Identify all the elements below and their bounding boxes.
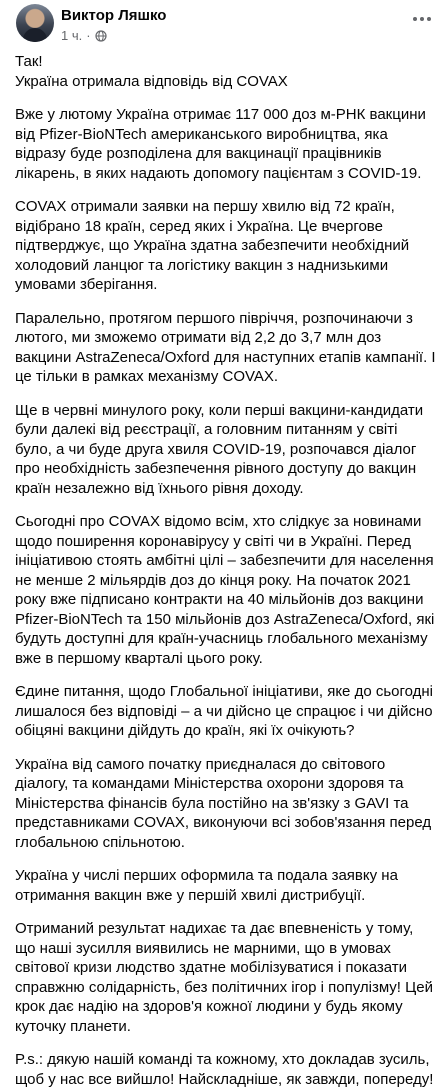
post-paragraph: COVAX отримали заявки на першу хвилю від 72 країн, відібрано 18 країн, серед яких і Україна. Це вчергове підтверджує, що Україна здатна забезпечити необхідний холодовий ланцюг та логістику вакцин з наднизькими умовами зберігання. (15, 198, 410, 293)
post-time[interactable]: 1 ч. (61, 28, 83, 43)
post-paragraph: P.s.: дякую нашій команді та кожному, хто докладав зусиль, щоб у нас все вийшло! Найскладніше, як завжди, попереду! (15, 1051, 434, 1088)
post-paragraph: Вже у лютому Україна отримає 117 000 доз м-РНК вакцини від Pfizer-BioNTech американського виробництва, яка відразу буде розподілена для вакцинації працівників лікарень, в яких надають допомогу пацієнтам з COVID-19. (15, 106, 426, 182)
post-paragraph: Україна від самого початку приєдналася до світового діалогу, та командами Міністерства охорони здоровя та Міністерства фінансів була постійно на зв'язку з GAVI та представниками COVAX, виконуючи всі зобов'язання перед глобальною спільнотою. (15, 755, 432, 851)
post-paragraph: Єдине питання, щодо Глобальної ініціативи, яке до сьогодні лишалося без відповіді – а чи дійсно це спрацює і чи дійсно обіцяні вакцини дійдуть до країн, які їх очікують? (15, 683, 434, 739)
post-paragraph: Сьогодні про COVAX відомо всім, хто слідкує за новинами щодо поширення коронавірусу у світі чи в Україні. Перед ініціативою стоять амбітні цілі – забезпечити для населення не менше 2 мільярдів доз до кінця року. На початок 2021 року вже підписано контракти на 40 мільйонів доз вакцини Pfizer-BioNTech та 150 мільйонів доз AstraZeneca/Oxford, які будуть доступні для країн-учасниць глобального механізму вже в першому кварталі цього року. (15, 513, 435, 667)
post-text (15, 52, 436, 1089)
post-paragraph: Отриманий результат надихає та дає впевненість у тому, що наші зусилля виявились не марними, що в умовах світової кризи людство здатне мобілізуватися і показати справжню солідарність, без політичних ігор і популізму! Цей крок дає надію на здоров'я кожної людини у будь якому куточку планети. (15, 920, 433, 1035)
post-header (15, 0, 436, 52)
author-name[interactable]: Виктор Ляшко (61, 7, 167, 24)
post-paragraph: Ще в червні минулого року, коли перші вакцини-кандидати були далекі від реєстрації, а головним питанням у світі було, а чи буде друга хвиля COVID-19, розпочався діалог про необхідність забезпечення рівного доступу до вакцин країн незалежно від їхнього рівня доходу. (15, 401, 424, 497)
post-paragraph: Україна отримала відповідь від COVAX (15, 72, 288, 90)
post-meta (61, 28, 107, 43)
post-paragraph: Так! (15, 53, 43, 70)
post-paragraph: Україна у числі перших оформила та подала заявку на отримання вакцин вже у першій хвилі дистрибуції. (15, 867, 398, 904)
meta-separator: · (86, 28, 91, 43)
author-avatar[interactable] (16, 4, 54, 42)
more-options-icon[interactable] (410, 9, 434, 29)
globe-icon[interactable] (95, 30, 107, 42)
post-paragraph: Паралельно, протягом першого півріччя, розпочинаючи з лютого, ми зможемо отримати від 2,2 до 3,7 млн доз вакцини AstraZeneca/Oxford для наступних етапів кампанії. І це тільки в рамках механізму COVAX. (15, 309, 436, 385)
